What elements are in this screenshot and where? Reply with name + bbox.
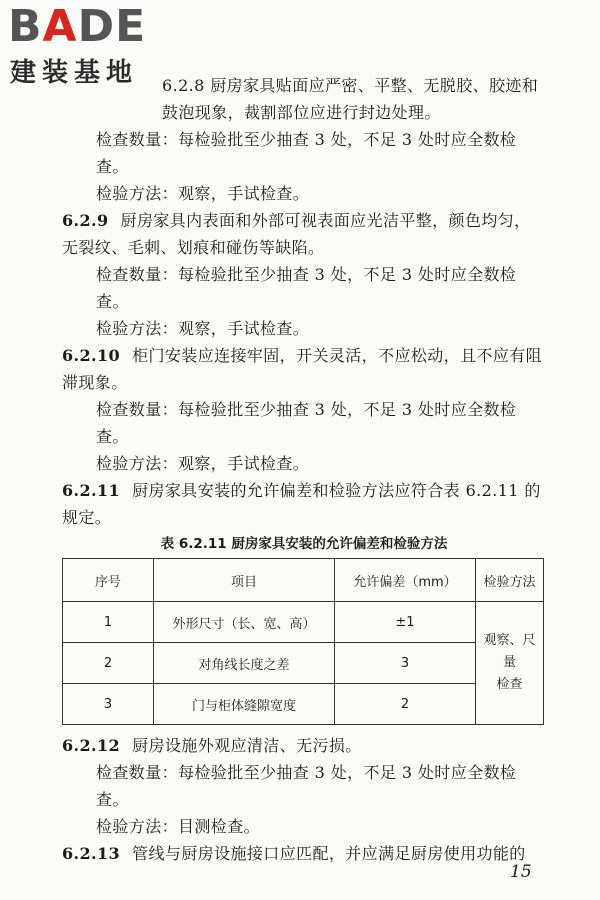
paragraph-check-quantity: 检查数量：每检验批至少抽查 3 处，不足 3 处时应全数检查。 <box>96 763 517 809</box>
clause-text: 厨房设施外观应清洁、无污损。 <box>132 736 362 755</box>
page-number: 15 <box>510 862 532 882</box>
method-line: 观察、尺量 <box>483 633 536 670</box>
cell-tolerance: ±1 <box>335 602 476 643</box>
paragraph-6-2-8: 6.2.8 厨房家具贴面应严密、平整、无脱胶、胶迹和鼓泡现象，裁割部位应进行封边处理。 <box>162 76 539 122</box>
clause-6-2-10 <box>62 342 546 396</box>
logo-wordmark: BADE <box>8 1 147 52</box>
clause-6-2-11 <box>62 477 546 531</box>
clause-text: 柜门安装应连接牢固，开关灵活，不应松动，且不应有阻滞现象。 <box>62 346 543 392</box>
table-row <box>63 643 544 684</box>
cell-no: 2 <box>63 643 154 684</box>
cell-tolerance: 2 <box>335 684 476 725</box>
logo-subtitle: 建装基地 <box>10 58 139 88</box>
paragraph-check-quantity: 检查数量：每检验批至少抽查 3 处，不足 3 处时应全数检查。 <box>96 130 517 176</box>
tolerance-table <box>62 558 544 725</box>
table-caption: 表 6.2.11 厨房家具安装的允许偏差和检验方法 <box>160 536 448 552</box>
method-line: 检查 <box>496 677 523 692</box>
clause-number: 6.2.9 <box>62 211 109 230</box>
clause-number: 6.2.13 <box>62 844 121 863</box>
cell-item: 门与柜体缝隙宽度 <box>154 684 335 725</box>
cell-item: 外形尺寸（长、宽、高） <box>154 602 335 643</box>
table-header-row <box>63 559 544 602</box>
cell-no: 3 <box>63 684 154 725</box>
paragraph-check-method: 检验方法：观察，手试检查。 <box>96 454 310 473</box>
clause-6-2-9 <box>62 207 546 261</box>
col-header-method: 检验方法 <box>476 559 544 602</box>
cell-tolerance: 3 <box>335 643 476 684</box>
cell-no: 1 <box>63 602 154 643</box>
col-header-item: 项目 <box>154 559 335 602</box>
clause-text: 管线与厨房设施接口应匹配，并应满足厨房使用功能的 <box>132 844 526 863</box>
table-row <box>63 684 544 725</box>
paragraph-check-method: 检验方法：观察，手试检查。 <box>96 319 310 338</box>
cell-item: 对角线长度之差 <box>154 643 335 684</box>
clause-6-2-13 <box>62 840 546 867</box>
clause-text: 厨房家具内表面和外部可视表面应光洁平整，颜色均匀，无裂纹、毛刺、划痕和碰伤等缺陷。 <box>62 211 531 257</box>
table-row <box>63 602 544 643</box>
paragraph-check-quantity: 检查数量：每检验批至少抽查 3 处，不足 3 处时应全数检查。 <box>96 265 517 311</box>
clause-number: 6.2.11 <box>62 481 121 500</box>
paragraph-check-quantity: 检查数量：每检验批至少抽查 3 处，不足 3 处时应全数检查。 <box>96 400 517 446</box>
cell-method <box>476 602 544 725</box>
clause-6-2-12 <box>62 732 546 759</box>
clause-text: 厨房家具安装的允许偏差和检验方法应符合表 6.2.11 的规定。 <box>62 481 541 527</box>
paragraph-check-method: 检验方法：目测检查。 <box>96 817 261 836</box>
col-header-tolerance: 允许偏差（mm） <box>335 559 476 602</box>
clause-number: 6.2.10 <box>62 346 121 365</box>
paragraph-check-method: 检验方法：观察，手试检查。 <box>96 184 310 203</box>
clause-number: 6.2.12 <box>62 736 121 755</box>
col-header-no: 序号 <box>63 559 154 602</box>
